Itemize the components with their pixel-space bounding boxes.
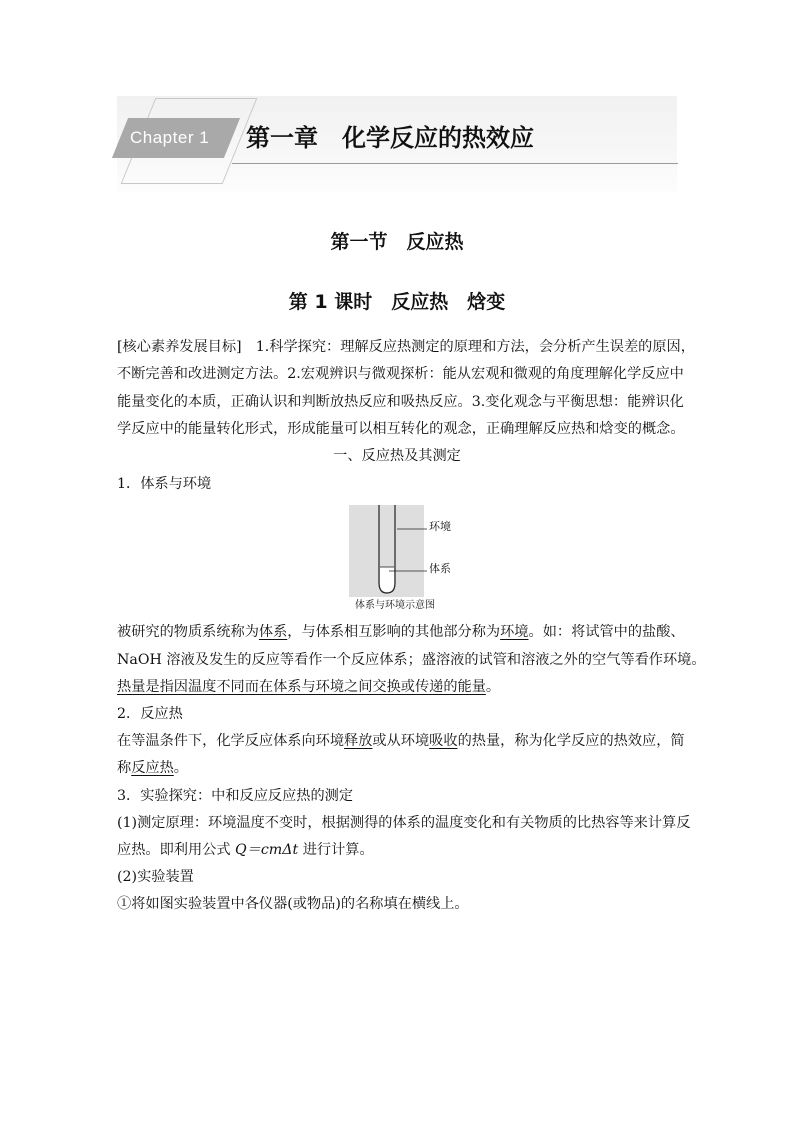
text-segment: 应热。即利用公式 [117, 842, 236, 858]
chapter-label: Chapter 1 [130, 128, 210, 147]
item1-line-2: NaOH 溶液及发生的反应等看作一个反应体系；盛溶液的试管和溶液之外的空气等看作环境。 [117, 652, 706, 668]
term-system: 体系 [258, 624, 288, 640]
item1-heading: 1．体系与环境 [117, 476, 212, 492]
text-segment: 进行计算。 [298, 842, 374, 858]
term-release: 释放 [344, 733, 373, 749]
apparatus-instruction: ①将如图实验装置中各仪器(或物品)的名称填在横线上。 [117, 896, 469, 912]
objectives-line-1: [核心素养发展目标] 1.科学探究：理解反应热测定的原理和方法，会分析产生误差的原因， [117, 339, 695, 355]
diagram-label-system: 体系 [429, 562, 451, 575]
definition-heat: 热量是指因温度不同而在体系与环境之间交换或传递的能量 [117, 679, 486, 695]
item2-line-2 [117, 758, 188, 778]
lesson-title: 第 1 课时 反应热 焓变 [288, 291, 506, 313]
item1-line-1 [117, 622, 685, 642]
term-environment: 环境 [500, 624, 529, 640]
text-segment: 。 [173, 760, 188, 776]
text-segment: 。 [485, 679, 501, 695]
test-tube-figure [349, 505, 489, 597]
text-segment: 的热量，称为化学反应的热效应，简 [457, 733, 685, 749]
formula: Q＝cmΔt [235, 842, 299, 858]
chapter-title: 第一章 化学反应的热效应 [246, 124, 534, 152]
objectives-line-2: 不断完善和改进测定方法。2.宏观辨识与微观探析：能从宏观和微观的角度理解化学反应中 [117, 366, 684, 382]
item1-line-3 [117, 677, 500, 697]
header-rule [232, 163, 678, 164]
diagram-label-environment: 环境 [429, 520, 451, 533]
text-segment: 称 [117, 760, 132, 776]
term-reaction-heat: 反应热 [131, 760, 174, 776]
item2-heading: 2．反应热 [117, 706, 183, 722]
part-heading: 一、反应热及其测定 [333, 448, 461, 464]
principle-line-1: (1)测定原理：环境温度不变时，根据测得的体系的温度变化和有关物质的比热容等来计算反 [117, 815, 691, 831]
text-segment: 在等温条件下，化学反应体系向环境 [117, 733, 345, 749]
text-segment: ，与体系相互影响的其他部分称为 [287, 624, 501, 640]
system-environment-diagram [349, 505, 424, 597]
item2-line-1 [117, 731, 685, 751]
text-segment: 。如：将试管中的盐酸、 [528, 624, 685, 640]
apparatus-heading: (2)实验装置 [117, 869, 194, 885]
item3-heading: 3．实验探究：中和反应反应热的测定 [117, 788, 354, 804]
text-segment: 被研究的物质系统称为 [117, 624, 259, 640]
diagram-caption: 体系与环境示意图 [355, 600, 435, 611]
term-absorb: 吸收 [429, 733, 458, 749]
objectives-line-3: 能量变化的本质，正确认识和判断放热反应和吸热反应。3.变化观念与平衡思想：能辨识化 [117, 394, 684, 410]
objectives-line-4: 学反应中的能量转化形式，形成能量可以相互转化的观念，正确理解反应热和焓变的概念。 [117, 421, 685, 437]
text-segment: 或从环境 [372, 733, 430, 749]
section-title: 第一节 反应热 [330, 231, 464, 253]
principle-line-2 [117, 840, 374, 860]
